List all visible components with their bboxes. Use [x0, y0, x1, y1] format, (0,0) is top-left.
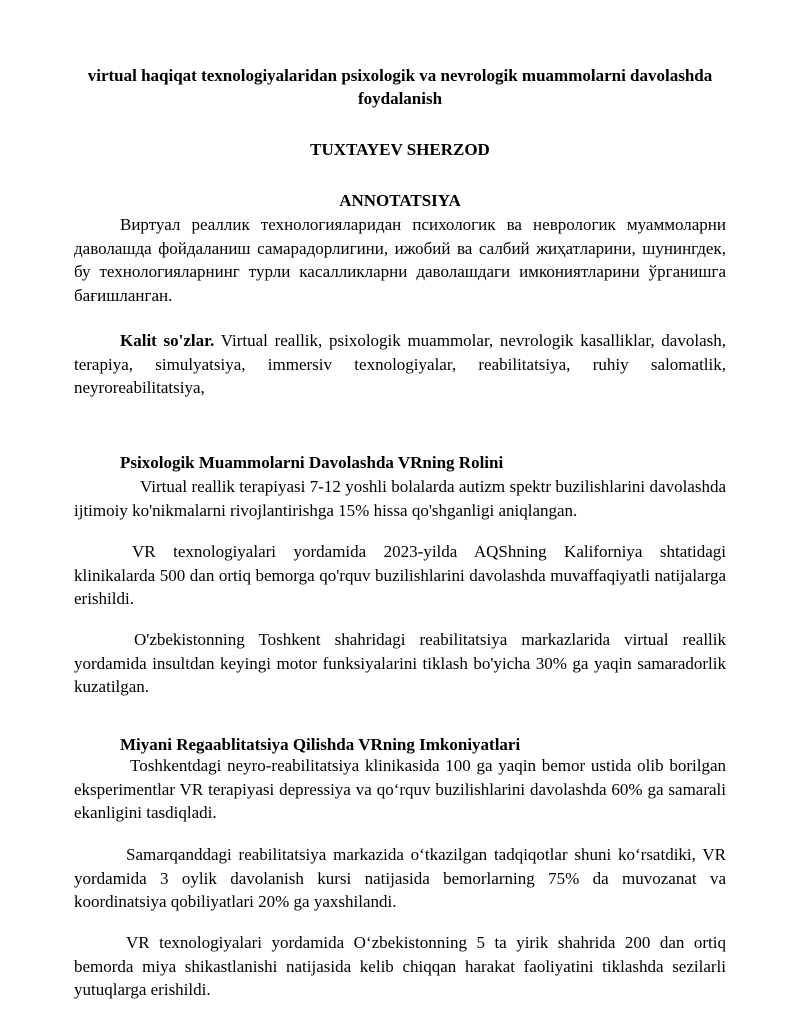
section-heading-psychological: Psixologik Muammolarni Davolashda VRning Rolini [120, 453, 504, 472]
section1-paragraph: O'zbekistonning Toshkent shahridagi reabilitatsiya markazlarida virtual reallik yordamida insultdan keyingi motor funksiyalarini tiklash bo'yicha 30% ga yaqin samaradorlik kuzatilgan. [74, 630, 726, 696]
keywords-label: Kalit so'zlar. [120, 331, 215, 350]
author-name: TUXTAYEV SHERZOD [310, 140, 490, 159]
section-heading-rehabilitation: Miyani Regaablitatsiya Qilishda VRning Imkoniyatlari [120, 735, 521, 754]
section2-paragraph: Samarqanddagi reabilitatsiya markazida o‘tkazilgan tadqiqotlar shuni ko‘rsatdiki, VR yordamida 3 oylik davolanish kursi natijasida bemorlarning 75% da muvozanat va koordinatsiya qobiliyatlari 20% ga yaxshilandi. [74, 845, 726, 911]
section1-paragraph: Virtual reallik terapiyasi 7-12 yoshli bolalarda autizm spektr buzilishlarini davolashda ijtimoiy ko'nikmalarni rivojlantirishga 15% hissa qo'shganligi aniqlangan. [74, 477, 726, 520]
section1-paragraph: VR texnologiyalari yordamida 2023-yilda AQShning Kaliforniya shtatidagi klinikalarda 500 dan ortiq bemorga qo'rquv buzilishlarini davolashda muvaffaqiyatli natijalarga erishildi. [74, 542, 726, 608]
document-title: virtual haqiqat texnologiyalaridan psixologik va nevrologik muammolarni davolashda foydalanish [87, 66, 713, 108]
annotation-heading: ANNOTATSIYA [339, 191, 461, 210]
annotation-paragraph: Виртуал реаллик технологияларидан психологик ва неврологик муаммоларни даволашда фойдаланиш самарадорлигини, ижобий ва салбий жиҳатларини, шунингдек, бу технологияларнинг турли касалликларни даволашдаги имкониятларини ўрганишга бағишланган. [74, 215, 726, 305]
keywords-paragraph [74, 329, 726, 400]
section2-paragraph: VR texnologiyalari yordamida O‘zbekistonning 5 ta yirik shahrida 200 dan ortiq bemorda miya shikastlanishi natijasida kelib chiqqan harakat faoliyatini tiklashda sezilarli yutuqlarga erishildi. [74, 933, 726, 999]
keywords-text: Virtual reallik, psixologik muammolar, nevrologik kasalliklar, davolash, terapiya, simulyatsiya, immersiv texnologiyalar, reabilitatsiya, ruhiy salomatlik, neyroreabilitatsiya, [74, 331, 726, 397]
section2-paragraph: Toshkentdagi neyro-reabilitatsiya klinikasida 100 ga yaqin bemor ustida olib borilgan eksperimentlar VR terapiyasi depressiya va qo‘rquv buzilishlarini davolashda 60% ga samarali ekanligini tasdiqladi. [74, 756, 726, 822]
